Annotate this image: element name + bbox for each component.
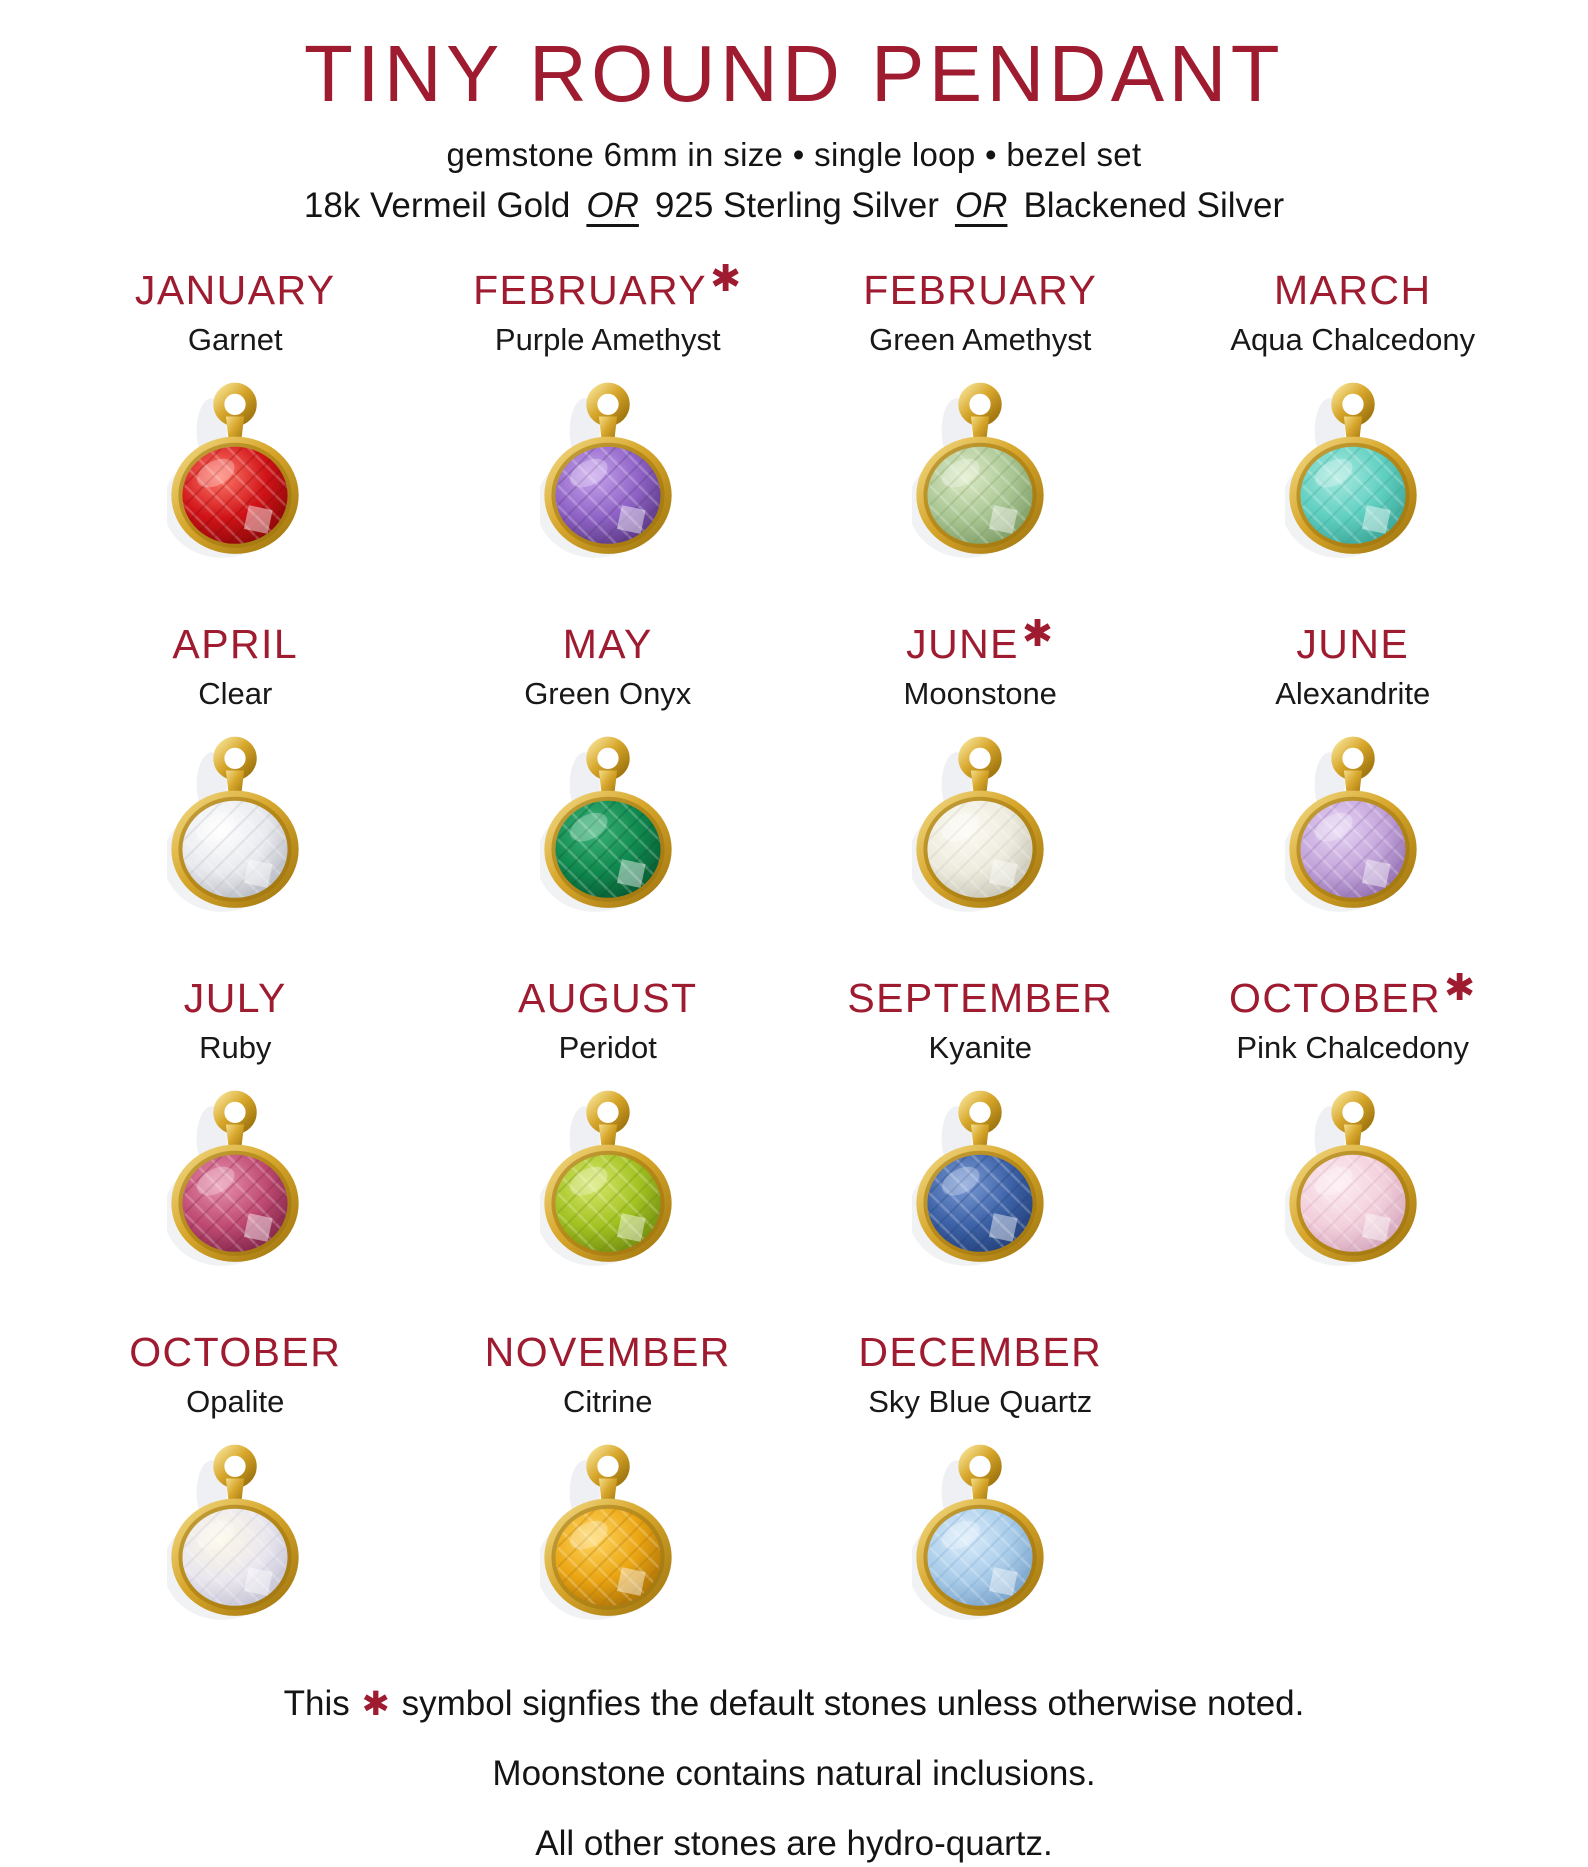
birthstone-grid: [49, 258, 1539, 1626]
pendant-image: [912, 1080, 1048, 1272]
footnote-hydro-quartz: All other stones are hydro-quartz.: [535, 1823, 1053, 1863]
pendant-photo: [1285, 372, 1421, 564]
month-text: JANUARY: [134, 267, 336, 313]
birthstone-cell: [422, 258, 795, 564]
default-stone-asterisk: ✱: [1444, 966, 1477, 1008]
pendant-photo: [540, 372, 676, 564]
birthstone-cell: [49, 268, 422, 564]
birthstone-cell: [49, 1330, 422, 1626]
page-title: TINY ROUND PENDANT: [303, 29, 1285, 118]
month-text: JULY: [183, 975, 287, 1022]
stone-name: Green Amethyst: [869, 322, 1092, 358]
pendant-image: [167, 1434, 303, 1626]
birthstone-cell: [794, 268, 1167, 564]
pendant-image: [540, 1080, 676, 1272]
month-label: [473, 258, 743, 313]
month-label: [563, 622, 653, 667]
pendant-image: [167, 372, 303, 564]
stone-name: Moonstone: [903, 676, 1057, 712]
stone-name: Purple Amethyst: [494, 322, 721, 358]
pendant-image: [167, 1080, 303, 1272]
or-separator: OR: [954, 186, 1008, 225]
pendant-image: [540, 372, 676, 564]
pendant-image: [912, 1434, 1048, 1626]
pendant-image: [912, 726, 1048, 918]
month-label: [172, 622, 298, 667]
pendant-image: [912, 372, 1048, 564]
pendant-photo: [912, 1434, 1048, 1626]
pendant-photo: [912, 1080, 1048, 1272]
birthstone-cell: [1167, 268, 1540, 564]
month-label: [847, 976, 1113, 1021]
pendant-image: [1285, 726, 1421, 918]
pendant-image: [540, 1434, 676, 1626]
month-text: SEPTEMBER: [847, 975, 1114, 1022]
month-text: MAY: [562, 621, 653, 668]
month-label: [485, 1330, 731, 1375]
pendant-photo: [1285, 726, 1421, 918]
stone-name: Pink Chalcedony: [1236, 1030, 1470, 1066]
pendant-photo: [912, 372, 1048, 564]
material-blackened-silver: Blackened Silver: [1023, 186, 1285, 225]
pendant-image: [540, 726, 676, 918]
month-label: [1229, 966, 1477, 1022]
birthstone-cell: [1167, 966, 1540, 1272]
birthstone-cell: [1167, 622, 1540, 918]
month-text: OCTOBER: [129, 1329, 342, 1376]
stone-name: Opalite: [186, 1384, 285, 1420]
subtitle-specs: gemstone 6mm in size • single loop • bezel set: [446, 136, 1142, 173]
pendant-photo: [167, 1434, 303, 1626]
month-text: APRIL: [172, 621, 299, 668]
birthstone-cell: [422, 622, 795, 918]
month-label: [1296, 622, 1409, 667]
birthstone-cell: [422, 976, 795, 1272]
month-label: [858, 1330, 1102, 1375]
footnotes: [0, 1680, 1588, 1866]
pendant-photo: [540, 1434, 676, 1626]
month-text: OCTOBER: [1229, 975, 1442, 1022]
month-label: [135, 268, 336, 313]
month-text: FEBRUARY: [473, 267, 708, 313]
month-label: [184, 976, 287, 1021]
month-text: JUNE: [1296, 621, 1410, 668]
month-text: AUGUST: [518, 975, 698, 1022]
stone-name: Sky Blue Quartz: [868, 1384, 1093, 1420]
pendant-photo: [912, 726, 1048, 918]
month-text: MARCH: [1273, 267, 1432, 313]
birthstone-cell: [794, 1330, 1167, 1626]
month-text: DECEMBER: [858, 1329, 1103, 1376]
month-label: [129, 1330, 341, 1375]
material-vermeil-gold: 18k Vermeil Gold: [303, 186, 571, 225]
pendant-photo: [167, 1080, 303, 1272]
stone-name: Clear: [198, 676, 273, 712]
stone-name: Peridot: [558, 1030, 657, 1066]
month-label: [518, 976, 697, 1021]
stone-name: Green Onyx: [524, 676, 692, 712]
pendant-image: [1285, 1080, 1421, 1272]
pendant-image: [1285, 372, 1421, 564]
stone-name: Kyanite: [928, 1030, 1032, 1066]
stone-name: Garnet: [187, 322, 283, 358]
material-sterling-silver: 925 Sterling Silver: [654, 186, 939, 225]
pendant-photo: [167, 726, 303, 918]
birthstone-cell: [794, 612, 1167, 918]
month-text: FEBRUARY: [863, 267, 1098, 313]
default-stone-asterisk: ✱: [710, 258, 743, 300]
materials-line: [0, 186, 1588, 226]
default-stone-asterisk: ✱: [1021, 612, 1055, 654]
footnote-default-stones: This ✱ symbol signfies the default stones unless otherwise noted.: [283, 1684, 1305, 1724]
pendant-photo: [540, 726, 676, 918]
stone-name: Aqua Chalcedony: [1230, 322, 1476, 358]
birthstone-cell: [49, 976, 422, 1272]
month-text: NOVEMBER: [484, 1329, 731, 1376]
birthstone-cell: [794, 976, 1167, 1272]
footnote-moonstone: Moonstone contains natural inclusions.: [492, 1754, 1096, 1794]
pendant-photo: [540, 1080, 676, 1272]
pendant-image: [167, 726, 303, 918]
month-label: [863, 268, 1097, 313]
birthstone-cell: [422, 1330, 795, 1626]
stone-name: Ruby: [199, 1030, 272, 1066]
pendant-photo: [167, 372, 303, 564]
birthstone-cell: [49, 622, 422, 918]
month-text: JUNE: [906, 621, 1019, 668]
stone-name: Citrine: [562, 1384, 653, 1420]
pendant-photo: [1285, 1080, 1421, 1272]
asterisk-symbol: ✱: [361, 1686, 390, 1724]
month-label: [906, 612, 1055, 668]
or-separator: OR: [586, 186, 639, 225]
stone-name: Alexandrite: [1275, 676, 1431, 712]
month-label: [1274, 268, 1432, 313]
